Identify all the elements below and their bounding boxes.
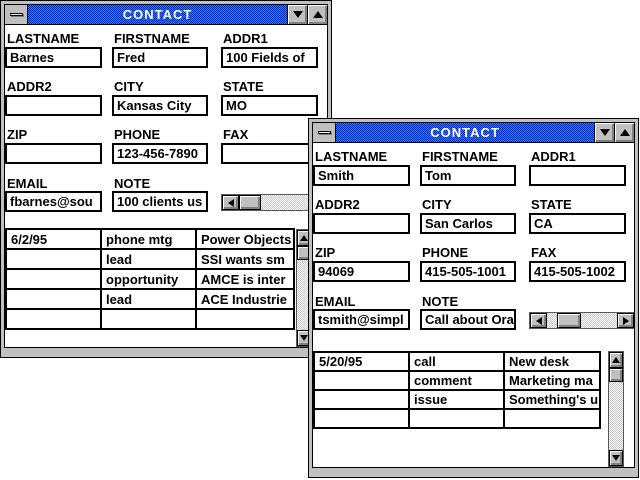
minimize-button[interactable] [287,5,307,24]
email-label: EMAIL [315,294,356,309]
scroll-up-icon [300,235,308,241]
hscrollbar-track[interactable] [261,195,309,210]
desc-cell[interactable]: AMCE is inter [196,269,294,289]
title-text: CONTACT [430,125,500,140]
control-menu-button[interactable] [313,123,336,142]
city-label: CITY [114,79,144,94]
desc-cell[interactable]: ACE Industrie [196,289,294,309]
type-cell[interactable] [409,409,504,428]
addr2-field[interactable] [313,213,410,234]
hscrollbar-thumb[interactable] [239,195,261,210]
lastname-field[interactable]: Smith [313,165,410,186]
scroll-left-icon [536,317,542,325]
lastname-field[interactable]: Barnes [5,47,102,68]
date-cell[interactable] [314,371,409,390]
maximize-button[interactable] [614,123,634,142]
history-table [5,228,295,330]
scroll-down-icon [300,335,308,341]
control-menu-button[interactable] [5,5,28,24]
lastname-label: LASTNAME [7,31,80,46]
record-hscrollbar[interactable] [529,312,635,329]
desc-cell[interactable]: SSI wants sm [196,249,294,269]
note-field[interactable]: 100 clients us [112,191,208,212]
date-cell[interactable] [6,309,101,329]
hscrollbar-thumb[interactable] [557,313,581,328]
type-cell[interactable]: lead [101,249,196,269]
type-cell[interactable]: opportunity [101,269,196,289]
firstname-label: FIRSTNAME [422,149,498,164]
window-contact-front [308,118,639,478]
minimize-button[interactable] [594,123,614,142]
scroll-right-button[interactable] [617,313,634,328]
firstname-label: FIRSTNAME [114,31,190,46]
date-cell[interactable] [6,289,101,309]
addr1-label: ADDR1 [223,31,268,46]
form-area [5,25,327,347]
city-label: CITY [422,197,452,212]
zip-field[interactable] [5,143,102,164]
scroll-left-button[interactable] [530,313,547,328]
date-cell[interactable]: 6/2/95 [6,229,101,249]
email-field[interactable]: fbarnes@sou [5,191,102,212]
phone-field[interactable]: 123-456-7890 [112,143,208,164]
titlebar[interactable] [5,5,327,25]
table-row [6,269,294,289]
city-field[interactable]: San Carlos [420,213,516,234]
fax-label: FAX [223,127,249,142]
hscrollbar-track[interactable] [581,313,617,328]
phone-label: PHONE [422,245,469,260]
addr2-label: ADDR2 [7,79,52,94]
phone-field[interactable]: 415-505-1001 [420,261,516,282]
phone-label: PHONE [114,127,161,142]
addr1-field[interactable]: 100 Fields of [221,47,318,68]
history-table [313,351,601,429]
table-row [6,289,294,309]
form-area [313,143,634,467]
desc-cell[interactable]: Something's u [504,390,600,409]
desc-cell[interactable] [504,409,600,428]
scroll-left-icon [228,199,234,207]
note-label: NOTE [422,294,459,309]
vscrollbar-thumb[interactable] [609,368,623,382]
scroll-up-icon [612,357,620,363]
scroll-up-button[interactable] [609,352,623,368]
type-cell[interactable] [101,309,196,329]
table-row [314,352,600,371]
control-menu-icon [10,13,23,16]
desc-cell[interactable]: New desk [504,352,600,371]
zip-label: ZIP [7,127,28,142]
addr2-label: ADDR2 [315,197,360,212]
scroll-down-button[interactable] [609,450,623,466]
fax-label: FAX [531,245,557,260]
title-text: CONTACT [122,7,193,22]
table-row [6,249,294,269]
type-cell[interactable]: comment [409,371,504,390]
note-field[interactable]: Call about Ora [420,309,516,330]
table-row [314,409,600,428]
type-cell[interactable]: issue [409,390,504,409]
table-row [314,390,600,409]
table-row [314,371,600,390]
date-cell[interactable] [314,409,409,428]
date-cell[interactable] [6,249,101,269]
minimize-arrow-icon [293,11,303,18]
lastname-label: LASTNAME [315,149,388,164]
window-contact-back [0,0,332,358]
zip-label: ZIP [315,245,336,260]
date-cell[interactable] [6,269,101,289]
window-title [28,5,287,24]
control-menu-icon [318,131,331,134]
date-cell[interactable]: 5/20/95 [314,352,409,371]
state-field[interactable]: MO [221,95,318,116]
maximize-arrow-icon [313,11,323,18]
titlebar[interactable] [313,123,634,143]
fax-field[interactable] [221,143,318,164]
table-vscrollbar[interactable] [608,351,624,467]
date-cell[interactable] [314,390,409,409]
window-title [336,123,594,142]
fax-field[interactable]: 415-505-1002 [529,261,626,282]
firstname-field[interactable]: Fred [112,47,208,68]
vscrollbar-track[interactable] [609,382,623,450]
email-label: EMAIL [7,176,48,191]
desc-cell[interactable] [196,309,294,329]
maximize-arrow-icon [620,129,630,136]
window-frame [312,122,635,468]
type-cell[interactable]: phone mtg [101,229,196,249]
scroll-right-icon [623,317,629,325]
window-frame [4,4,328,348]
state-field[interactable]: CA [529,213,626,234]
addr2-field[interactable] [5,95,102,116]
state-label: STATE [223,79,264,94]
type-cell[interactable]: call [409,352,504,371]
desc-cell[interactable]: Marketing ma [504,371,600,390]
hscrollbar-track[interactable] [547,313,557,328]
state-label: STATE [531,197,572,212]
table-row [6,309,294,329]
city-field[interactable]: Kansas City [112,95,208,116]
minimize-arrow-icon [600,129,610,136]
table-row [6,229,294,249]
maximize-button[interactable] [307,5,327,24]
desc-cell[interactable]: Power Objects [196,229,294,249]
scroll-down-icon [612,455,620,461]
scroll-left-button[interactable] [222,195,239,210]
note-label: NOTE [114,176,151,191]
addr1-field[interactable] [529,165,626,186]
addr1-label: ADDR1 [531,149,576,164]
firstname-field[interactable]: Tom [420,165,516,186]
zip-field[interactable]: 94069 [313,261,410,282]
email-field[interactable]: tsmith@simpl [313,309,410,330]
type-cell[interactable]: lead [101,289,196,309]
